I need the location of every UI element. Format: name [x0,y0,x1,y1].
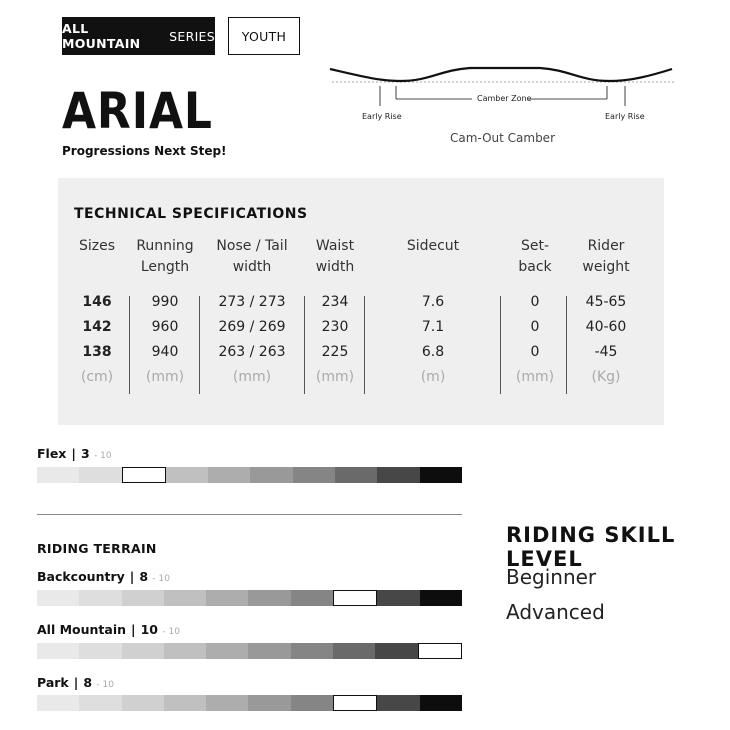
rating-segment [291,643,333,659]
spec-column-nose-tail-width: Nose / Tail width 273 / 273 269 / 269 263 / 263 (mm) [208,236,296,385]
spec-value: 0 [530,294,540,310]
spec-value: 0 [530,319,540,335]
spec-column-running-length: Running Length 990 960 940 (mm) [132,236,198,385]
product-subtitle: Progressions Next Step! [62,144,227,158]
rating-segment [79,643,121,659]
rating-segment [293,467,335,483]
rating-segment [164,590,206,606]
spec-value: 7.6 [421,294,445,310]
rating-segment [37,643,79,659]
rating-segment [333,590,377,606]
flex-label: Flex | 3 - 10 [37,446,112,461]
all-mountain-rating-bar [37,643,462,659]
board-profile-line [330,68,672,81]
spec-value: 6.8 [421,344,445,360]
park-label: Park | 8 - 10 [37,675,114,690]
spec-value: 7.1 [421,319,445,335]
rating-segment [37,590,79,606]
spec-value: -45 [594,344,618,360]
rating-segment [208,467,250,483]
rating-segment [122,590,164,606]
spec-unit: (mm) [145,369,185,385]
spec-value: 273 / 273 [218,294,286,310]
spec-unit: (cm) [80,369,114,385]
rating-segment [291,590,333,606]
skill-level-beginner: Beginner [506,565,597,589]
column-divider [566,296,567,394]
rating-segment [79,467,121,483]
rating-segment [79,695,121,711]
spec-column-sidecut [388,236,478,385]
spec-header: Running [136,238,194,254]
series-tag [62,17,215,55]
column-divider [129,296,130,394]
spec-value: 940 [151,344,179,360]
column-divider [199,296,200,394]
riding-terrain-title: RIDING TERRAIN [37,541,157,556]
specs-title: TECHNICAL SPECIFICATIONS [74,206,308,222]
spec-unit: (mm) [232,369,272,385]
early-rise-right-label: Early Rise [605,112,645,121]
spec-value: 0 [530,344,540,360]
spec-value: 45-65 [585,294,627,310]
rating-segment [37,695,79,711]
spec-column-waist-width: Waist width 234 230 225 (mm) [308,236,362,385]
flex-rating-bar [37,467,462,483]
skill-level-advanced: Advanced [506,600,605,624]
spec-unit: (mm) [515,369,555,385]
rating-segment [418,643,462,659]
rating-segment [164,695,206,711]
spec-header: Set- [520,238,550,254]
spec-header: Waist [315,238,355,254]
rating-segment [206,643,248,659]
rating-segment [248,590,290,606]
rating-segment [375,643,417,659]
series-tag-light: SERIES [169,28,215,44]
backcountry-rating-bar [37,590,462,606]
spec-value: 230 [321,319,349,335]
rating-segment [206,590,248,606]
rating-segment [122,695,164,711]
rating-segment [333,643,375,659]
spec-value: 40-60 [585,319,627,335]
rating-segment [248,695,290,711]
spec-value: 269 / 269 [218,319,286,335]
spec-header: Sizes [78,238,116,254]
backcountry-label: Backcountry | 8 - 10 [37,569,170,584]
rating-segment [420,695,462,711]
rating-segment [291,695,333,711]
park-rating-bar [37,695,462,711]
camber-zone-label: Camber Zone [477,94,532,103]
column-divider [500,296,501,394]
rating-segment [333,695,377,711]
rating-segment [164,643,206,659]
spec-value: 138 [82,344,112,360]
spec-column-setback: Set- back 0 0 0 (mm) [510,236,560,385]
spec-value: 142 [82,319,112,335]
rating-segment [420,467,462,483]
rating-segment [206,695,248,711]
spec-value: 263 / 263 [218,344,286,360]
product-title: ARIAL [62,82,213,140]
rating-segment [248,643,290,659]
category-tag: YOUTH [228,17,300,55]
rating-segment [335,467,377,483]
column-divider [304,296,305,394]
column-divider [364,296,365,394]
rating-segment [37,467,79,483]
camber-name: Cam-Out Camber [449,131,555,145]
rating-segment [250,467,292,483]
spec-header: Sidecut [406,238,460,254]
spec-value: 234 [321,294,349,310]
spec-header: Nose / Tail [216,238,288,254]
series-tag-bold: ALL MOUNTAIN [62,21,141,51]
rating-segment [420,590,462,606]
rating-segment [122,643,164,659]
spec-column-sizes [72,236,122,385]
spec-column-rider-weight: Rider weight 45-65 40-60 -45 (Kg) [574,236,638,385]
rating-segment [377,467,419,483]
spec-header: Rider [587,238,625,254]
rating-segment [377,590,419,606]
spec-value: 960 [151,319,179,335]
spec-unit: (Kg) [591,369,621,385]
spec-value: 146 [82,294,112,310]
spec-value: 225 [321,344,349,360]
rating-segment [122,467,166,483]
spec-unit: (mm) [315,369,355,385]
section-divider [37,514,462,515]
spec-unit: (m) [420,369,446,385]
early-rise-left-label: Early Rise [362,112,402,121]
rating-segment [79,590,121,606]
rating-segment [166,467,208,483]
spec-value: 990 [151,294,179,310]
all-mountain-label: All Mountain | 10 - 10 [37,622,180,637]
riding-skill-title: RIDING SKILL LEVEL [506,523,676,571]
rating-segment [377,695,419,711]
technical-specifications-panel [58,178,664,425]
